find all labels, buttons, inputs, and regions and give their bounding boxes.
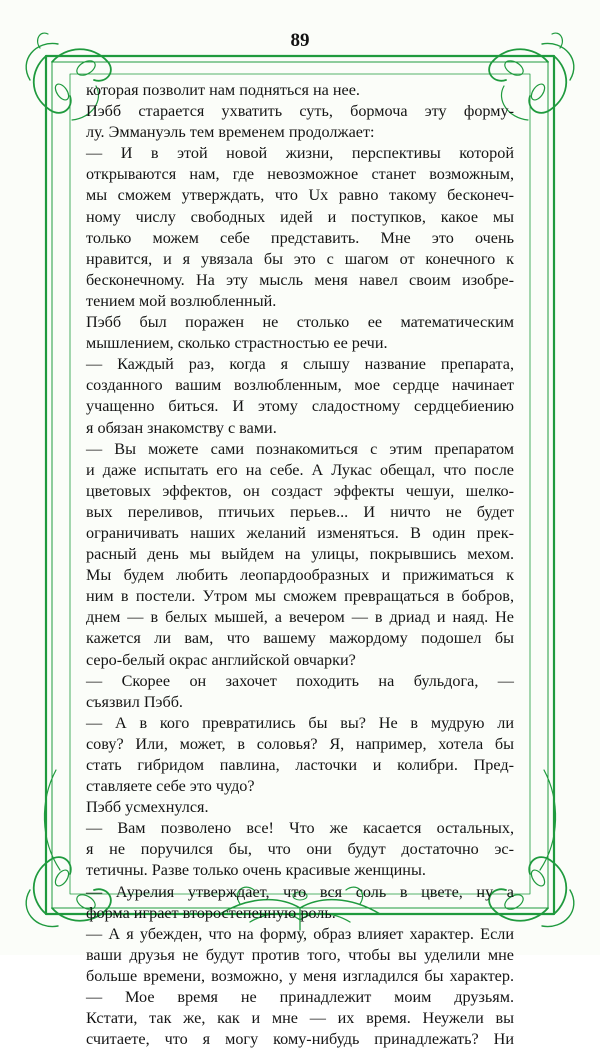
text-line: — А я убежден, что на форму, образ влияет характер. Если <box>86 924 514 943</box>
text-line: и даже испытать его на себе. А Лукас обещал, что после <box>86 460 514 479</box>
text-line: — Каждый раз, когда я слышу название препарата, <box>86 355 514 374</box>
text-line: учащенно биться. И этому сладостному сердцебиению <box>86 397 514 416</box>
text-line: ставляете себе это чудо? <box>86 777 255 796</box>
page-number: 89 <box>290 30 310 51</box>
text-line: мы сможем утверждать, что Ux равно такому бесконеч- <box>86 186 514 205</box>
text-line: — Вам позволено все! Что же касается остальных, <box>86 819 514 838</box>
text-line: Мы будем любить леопардообразных и прижиматься к <box>86 566 514 585</box>
text-line: Кстати, так же, как и мне — их время. Неужели вы <box>86 1009 514 1028</box>
text-line: созданного вашим возлюбленным, мое сердце начинает <box>86 376 514 395</box>
body-text <box>86 80 514 1050</box>
text-line: Пэбб старается ухватить суть, бормоча эту форму- <box>86 102 514 121</box>
text-line: Пэбб был поражен не столько ее математическим <box>86 313 514 332</box>
text-line: цветовых эффектов, он создаст эффекты чешуи, шелко- <box>86 481 514 500</box>
text-line: ному числу свободных идей и поступков, какое мы <box>86 207 514 226</box>
text-line: Пэбб усмехнулся. <box>86 798 209 817</box>
text-line: — Аурелия утверждает, что вся соль в цвете, ну а <box>86 882 514 901</box>
text-line: мышлением, сколько страстностью ее речи. <box>86 334 388 353</box>
text-line: вых переливов, птичьих перьев... И ничто не будет <box>86 502 514 521</box>
text-line: форма играет второстепенную роль. <box>86 903 336 922</box>
text-line: — И в этой новой жизни, перспективы которой <box>86 144 514 163</box>
text-line: больше времени, возможно, у меня изгладился бы характер. <box>86 966 514 985</box>
text-line: кажется ли вам, что вашему мажордому подошел бы <box>86 629 514 648</box>
text-line: я обязан знакомству с вами. <box>86 418 277 437</box>
text-line: открываются нам, где невозможное станет возможным, <box>86 165 514 184</box>
text-line: тетичны. Разве только очень красивые женщины. <box>86 861 426 880</box>
text-line: стать гибридом павлина, ласточки и колибри. Пред- <box>86 756 514 774</box>
text-line: я не поручился бы, что они будут достаточно эс- <box>86 840 514 859</box>
text-line: которая позволит нам подняться на нее. <box>86 81 360 99</box>
text-line: съязвил Пэбб. <box>86 692 183 711</box>
text-line: — Мое время не принадлежит моим друзьям. <box>86 988 514 1007</box>
text-line: — Скорее он захочет походить на бульдога, — <box>86 671 514 690</box>
text-line: — Вы можете сами познакомиться с этим препаратом <box>86 439 514 458</box>
text-line: ограничивать наших желаний изменяться. В один прек- <box>86 523 514 542</box>
text-line: только можем себе представить. Мне это очень <box>86 228 514 247</box>
text-line: серо-белый окрас английской овчарки? <box>86 650 356 669</box>
text-line: днем — в белых мышей, а вечером — в дриад и наяд. Не <box>86 608 514 627</box>
text-line: нравится, и я увязала бы это с шагом от конечного к <box>86 249 514 268</box>
text-line: расный день мы выйдем на улицы, покрывшись мехом. <box>86 545 514 564</box>
text-line: — А в кого превратились бы вы? Не в мудрую ли <box>86 713 514 732</box>
text-line: сову? Или, может, в соловья? Я, например, хотела бы <box>86 734 514 753</box>
text-line: тением мой возлюбленный. <box>86 291 277 310</box>
text-line: лу. Эммануэль тем временем продолжает: <box>86 123 375 142</box>
text-line: ним в постели. Утром мы сможем превращаться в бобров, <box>86 587 514 606</box>
text-line: считаете, что я могу кому-нибудь принадлежать? Ни <box>86 1030 514 1049</box>
text-line: бесконечному. На эту мысль меня навел своим изобре- <box>86 270 514 289</box>
text-line: ваши друзья не будут против того, чтобы вы уделили мне <box>86 945 514 964</box>
